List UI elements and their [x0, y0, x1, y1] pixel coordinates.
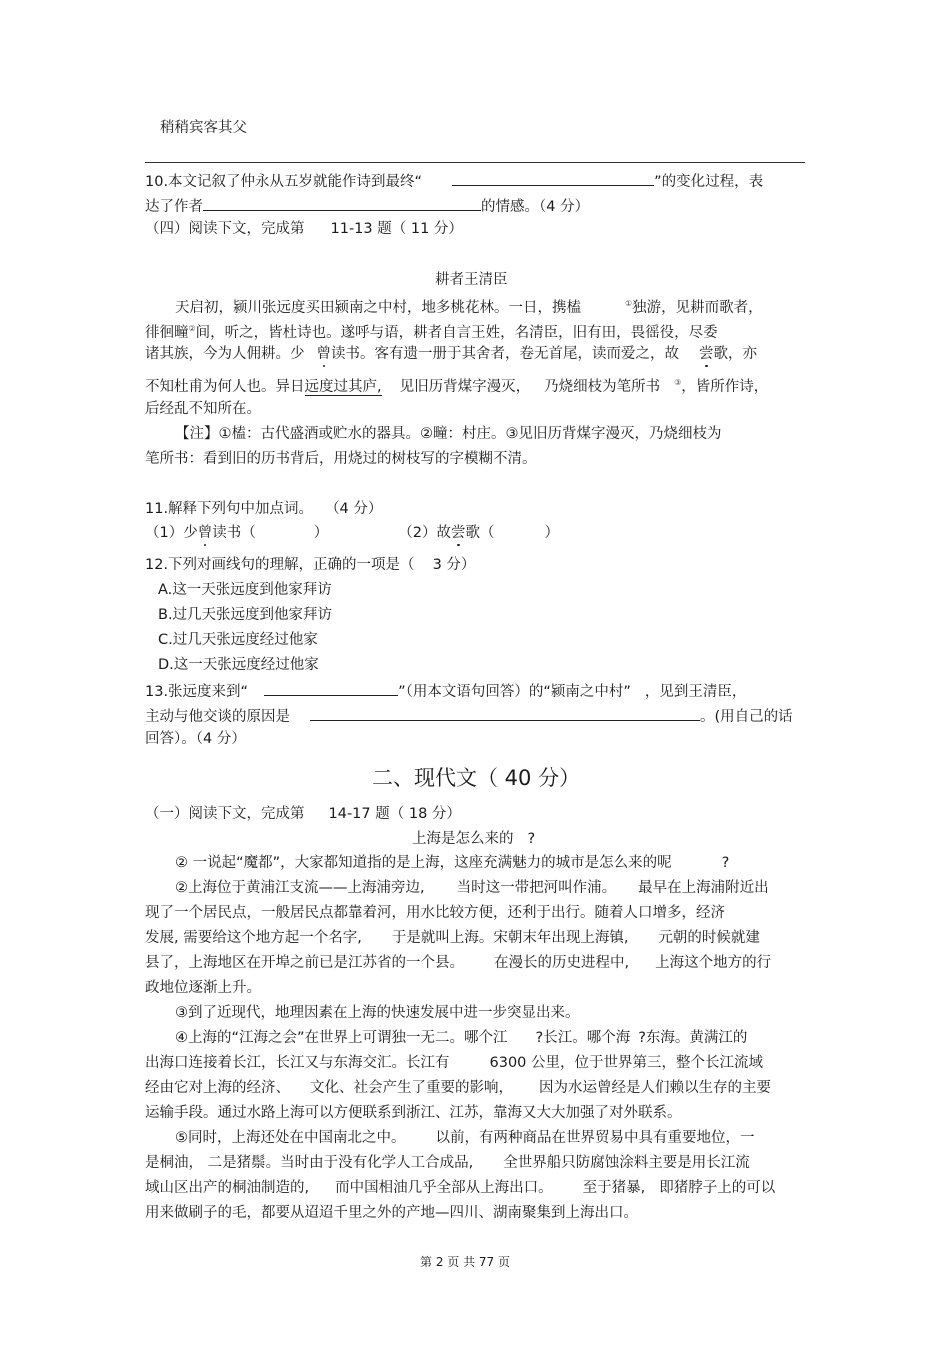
q10-text-d: 的情感。（4 分） — [481, 199, 590, 215]
article-line-4 — [145, 928, 760, 948]
q13-text-e: 。(用自己的话 — [700, 709, 793, 725]
section-4-heading — [145, 219, 463, 239]
passage-line-2 — [145, 319, 718, 343]
article-5b: 在漫长的历史进程中, — [494, 955, 630, 971]
q11-item2-c: 歌（ — [465, 525, 495, 541]
article-13b: 全世界船只防腐蚀涂料主要是用长江流 — [503, 1155, 750, 1171]
q13-line-1 — [145, 680, 746, 702]
article-10a: 经由它对上海的经济、 — [145, 1080, 290, 1096]
q12-text: 12.下列对画线句的理解，正确的一项是（ — [145, 557, 415, 573]
q12-title — [145, 555, 475, 575]
article-line-2 — [175, 878, 769, 898]
q11-dotted-ceng: 曾 — [197, 525, 213, 541]
note-line-1: 【注】①榼：古代盛酒或贮水的器具。②疃：村庄。③见旧历背煤字漫灭，乃烧细枝为 — [175, 426, 722, 442]
passage-title: 耕者王清臣 — [435, 272, 508, 288]
article-10b: 文化、社会产生了重要的影响， — [310, 1080, 513, 1096]
q10-text-c: 达了作者 — [145, 199, 203, 215]
article-line-7: ③到了近现代，地理因素在上海的快速发展中进一步突显出来。 — [175, 1005, 580, 1021]
article-line-11: 运输手段。通过水路上海可以方便联系到浙江、江苏，靠海又大大加强了对外联系。 — [145, 1105, 682, 1121]
article-line-5 — [145, 953, 771, 973]
note-marker-1: ① — [625, 299, 633, 308]
q13-text-b: ”（用本文语句回答）的“颍南之中村” — [398, 684, 631, 700]
q10-line2 — [145, 195, 589, 217]
q10-blank-1-line — [452, 170, 654, 186]
article-2a: ②上海位于黄浦江支流——上海浦旁边, — [175, 880, 425, 896]
section-4-text-b: 11-13 题（ 11 分） — [330, 221, 463, 237]
q13-text-d: 主动与他交谈的原因是 — [145, 709, 290, 725]
article-8a: ④上海的“江海之会”在世界上可谓独一无二。哪个江 — [175, 1030, 508, 1046]
q13-line-2 — [145, 705, 793, 727]
q13-text-c: ，见到王清臣， — [644, 684, 747, 700]
section-2-heading: 二、现代文（ 40 分） — [372, 766, 581, 790]
q10-blank-2 — [203, 195, 481, 211]
underlined-sentence: 远度过其庐, — [304, 378, 382, 395]
article-13a: 是桐油， 二是猪鬃。当时由于没有化学人工合成品, — [145, 1155, 474, 1171]
q11-item2-a: （2）故 — [398, 525, 451, 541]
q13-blank-2 — [310, 705, 700, 721]
article-line-3: 现了一个居民点，一般居民点都靠着河，用水比较方便，还利于出行。随着人口增多，经济 — [145, 905, 725, 921]
q10-blank-1 — [422, 171, 452, 186]
passage-2a: 徘徊疃 — [145, 324, 189, 341]
q9-tail-text: 稍稍宾客其父 — [160, 120, 247, 136]
passage-4d: 乃烧细枝为笔所书 — [544, 378, 661, 395]
q12-option-a: A.这一天张远度到他家拜访 — [158, 582, 332, 598]
article-5a: 县了，上海地区在开埠之前已是江苏省的一个县。 — [145, 955, 464, 971]
article-line-9 — [145, 1053, 763, 1073]
q11-item2-d: ） — [544, 525, 559, 541]
article-10c: 因为水运曾经是人们赖以生存的主要 — [539, 1080, 771, 1096]
article-4b: 于是就叫上海。宋朝末年出现上海镇, — [391, 930, 629, 946]
article-line-1 — [175, 853, 729, 873]
article-line-12 — [175, 1128, 755, 1148]
article-line-15: 用来做刷子的毛，都要从迢迢千里之外的产地—四川、湖南聚集到上海出口。 — [145, 1205, 638, 1221]
article-8c: ?东海。黄满江的 — [638, 1030, 748, 1046]
article-1b: ? — [721, 855, 730, 871]
q12-option-c: C.过几天张远度经过他家 — [158, 632, 318, 648]
sub-section-1-heading — [145, 804, 461, 824]
article-line-8 — [175, 1028, 747, 1048]
article-2c: 最早在上海浦附近出 — [638, 880, 769, 896]
q12-option-d: D.这一天张远度经过他家 — [158, 657, 319, 673]
sub-section-1-text-b: 14-17 题（ 18 分） — [328, 806, 461, 822]
passage-3c: 读书。客有遗一册于其舍者，卷无首尾，读而爱之，故 — [331, 346, 679, 362]
passage-2b: 间，听之，皆杜诗也。遂呼与语，耕者自言王姓，名清臣，旧有田，畏徭役，尽委 — [195, 324, 718, 341]
q10-text-a: 10.本文记叙了仲永从五岁就能作诗到最终“ — [145, 174, 423, 190]
q13-text-a: 13.张远度来到“ — [145, 684, 249, 700]
q11-item1-c: 读书（ — [212, 525, 256, 541]
article-line-13 — [145, 1153, 750, 1173]
passage-4a: 不知杜甫为何人也。异日 — [145, 378, 305, 395]
q13-blank-1 — [264, 680, 398, 696]
note-marker-2: ② — [188, 324, 196, 333]
article-4c: 元朝的时候就建 — [658, 930, 760, 946]
article-title-qmark: ? — [527, 831, 536, 847]
section-4-text-a: （四）阅读下文，完成第 — [145, 221, 305, 237]
q11-item1-a: （1）少 — [145, 525, 198, 541]
article-9a: 出海口连接着长江，长江又与东海交汇。长江有 — [145, 1055, 450, 1071]
article-title-text: 上海是怎么来的 — [412, 831, 514, 847]
note-marker-3: ③ — [674, 378, 682, 387]
q12-score: 3 分） — [432, 557, 476, 573]
article-line-14 — [145, 1178, 775, 1198]
sub-section-1-text-a: （一）阅读下文，完成第 — [145, 806, 305, 822]
q11-items — [145, 523, 559, 543]
passage-4c: 见旧历背煤字漫灭， — [399, 378, 531, 395]
article-8b: ?长江。哪个海 — [535, 1030, 631, 1046]
article-9b: 6300 公里，位于世界第三，整个长江流域 — [489, 1055, 764, 1071]
article-14c: 至于猪暴, — [582, 1180, 646, 1196]
article-14a: 域山区出产的桐油制造的, — [145, 1180, 310, 1196]
passage-3a: 诸其族，今为人佣耕。少 — [145, 346, 305, 362]
q10-text-b: ”的变化过程，表 — [654, 174, 764, 190]
passage-line-5: 后经乱不知所在。 — [145, 401, 261, 417]
q12-option-b: B.过几天张远度到他家拜访 — [158, 607, 333, 623]
q13-line-3: 回答）。（4 分） — [145, 731, 246, 747]
article-2b: 当时这一带把河叫作浦。 — [456, 880, 617, 896]
passage-line-1 — [175, 294, 763, 318]
q10-line1 — [145, 170, 763, 192]
note-line-2: 笔所书：看到旧的历书背后，用烧过的树枝写的字模糊不清。 — [145, 451, 537, 467]
article-1a: ② 一说起“魔都”，大家都知道指的是上海，这座充满魅力的城市是怎么来的呢 — [175, 855, 672, 871]
article-14b: 而中国相油几乎全部从上海出口。 — [335, 1180, 553, 1196]
q11-item1-d: ） — [313, 525, 329, 541]
article-line-6: 政地位逐渐上升。 — [145, 980, 261, 996]
article-line-10 — [145, 1078, 771, 1098]
passage-4e: ，皆所作诗， — [681, 378, 769, 395]
passage-1b: 独游，见耕而歌者， — [632, 299, 763, 316]
q11-text: 11.解释下列句中加点词。 — [145, 501, 314, 517]
article-title — [412, 829, 535, 849]
q11-dotted-chang: 尝 — [450, 525, 466, 541]
article-12a: ⑤同时，上海还处在中国南北之中。 — [175, 1130, 406, 1146]
answer-line-q9 — [145, 162, 805, 163]
dotted-word-chang: 尝 — [699, 346, 714, 362]
page-footer: 第 2 页 共 77 页 — [420, 1255, 510, 1269]
passage-line-3 — [145, 344, 757, 364]
article-5c: 上海这个地方的行 — [655, 955, 772, 971]
passage-3e: 歌，亦 — [713, 346, 757, 362]
passage-1a: 天启初，颍川张远度买田颍南之中村，地多桃花林。一日，携榼 — [175, 299, 581, 316]
dotted-word-ceng: 曾 — [316, 346, 331, 362]
passage-line-4 — [145, 373, 768, 397]
article-4a: 发展, 需要给这个地方起一个名字, — [145, 930, 362, 946]
article-14d: 即猪脖子上的可以 — [659, 1180, 776, 1196]
q11-score: （4 分） — [325, 501, 383, 517]
q11-title — [145, 499, 382, 519]
article-12b: 以前，有两种商品在世界贸易中具有重要地位，一 — [435, 1130, 755, 1146]
